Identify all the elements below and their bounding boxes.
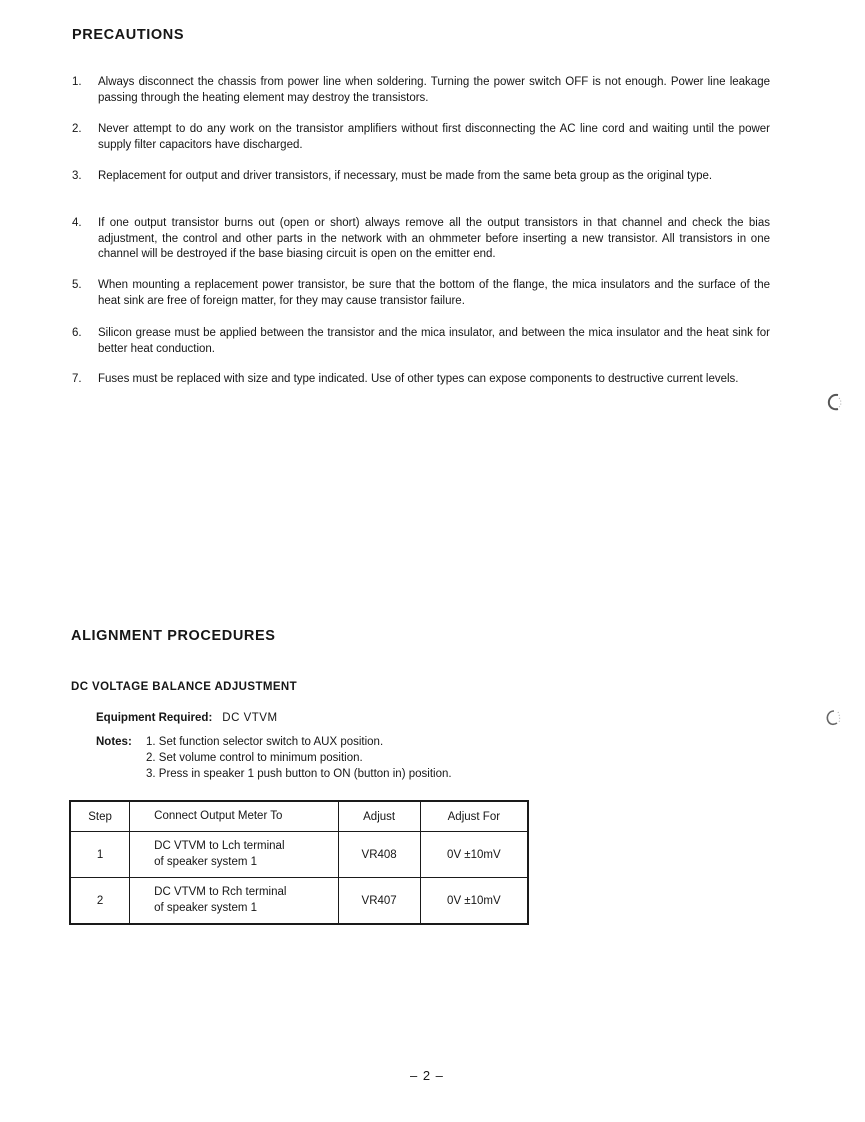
dc-balance-subheading: DC VOLTAGE BALANCE ADJUSTMENT [71, 681, 298, 693]
precaution-number: 3. [72, 170, 82, 182]
precaution-number: 7. [72, 373, 82, 385]
precaution-item [70, 75, 770, 106]
precaution-text: Fuses must be replaced with size and type indicated. Use of other types can expose components to destructive current levels. [98, 373, 739, 385]
notes-label: Notes: [96, 736, 132, 748]
alignment-table [69, 800, 529, 925]
cell-adjust-for: 0V ±10mV [420, 878, 528, 925]
equipment-value: DC VTVM [222, 712, 278, 724]
connect-line: DC VTVM to Lch terminal [154, 840, 285, 852]
precaution-text: If one output transistor burns out (open or short) always remove all the output transistors in that channel and check the bias adjustment, the control and other parts in the network with an ohmmeter before inserting a new transistor. All transistors in one channel will be destroyed if the base biasing circuit is open on the emitter end. [98, 217, 770, 260]
header-adjust-for: Adjust For [420, 801, 528, 832]
precaution-item [70, 372, 770, 388]
precaution-item [70, 326, 770, 357]
binder-hole-mark [826, 392, 844, 412]
note-item: 1. Set function selector switch to AUX position. [146, 736, 384, 748]
precaution-text: Silicon grease must be applied between the transistor and the mica insulator, and between the mica insulator and the heat sink for better heat conduction. [98, 327, 770, 355]
precaution-text: Always disconnect the chassis from power line when soldering. Turning the power switch OFF is not enough. Power line leakage passing through the heating element may destroy the transistors. [98, 76, 770, 104]
page-number: – 2 – [410, 1068, 444, 1083]
cell-connect [130, 878, 338, 925]
precaution-number: 5. [72, 279, 82, 291]
equipment-required [96, 712, 278, 724]
precaution-text: Never attempt to do any work on the transistor amplifiers without first disconnecting the AC line cord and waiting until the power supply filter capacitors have discharged. [98, 123, 770, 151]
equipment-label: Equipment Required: [96, 712, 213, 724]
header-step: Step [70, 801, 130, 832]
notes-list [146, 734, 452, 782]
cell-step: 1 [70, 832, 130, 878]
precaution-number: 2. [72, 123, 82, 135]
table-header-row [70, 801, 528, 832]
precaution-number: 1. [72, 76, 82, 88]
connect-line: of speaker system 1 [154, 901, 258, 914]
note-item: 2. Set volume control to minimum position. [146, 752, 363, 764]
connect-line: of speaker system 1 [154, 855, 258, 868]
precaution-number: 6. [72, 327, 82, 339]
precaution-item [70, 122, 770, 153]
cell-connect [130, 832, 338, 878]
precaution-item [70, 169, 770, 185]
binder-hole-mark [824, 708, 842, 728]
precaution-item [70, 216, 770, 263]
precaution-number: 4. [72, 217, 82, 229]
alignment-heading: ALIGNMENT PROCEDURES [71, 628, 276, 644]
precautions-heading: PRECAUTIONS [72, 27, 185, 43]
precaution-item [70, 278, 770, 309]
cell-step: 2 [70, 878, 130, 925]
cell-adjust-for: 0V ±10mV [420, 832, 528, 878]
cell-adjust: VR407 [338, 878, 420, 925]
precaution-text: Replacement for output and driver transistors, if necessary, must be made from the same beta group as the original type. [98, 170, 713, 182]
header-connect: Connect Output Meter To [130, 801, 338, 832]
table-row [70, 878, 528, 925]
header-adjust: Adjust [338, 801, 420, 832]
cell-adjust: VR408 [338, 832, 420, 878]
note-item: 3. Press in speaker 1 push button to ON (button in) position. [146, 768, 452, 780]
table-row [70, 832, 528, 878]
precaution-text: When mounting a replacement power transistor, be sure that the bottom of the flange, the mica insulators and the surface of the heat sink are free of foreign matter, for they may cause transistor failure. [98, 279, 770, 307]
connect-line: DC VTVM to Rch terminal [154, 886, 287, 898]
